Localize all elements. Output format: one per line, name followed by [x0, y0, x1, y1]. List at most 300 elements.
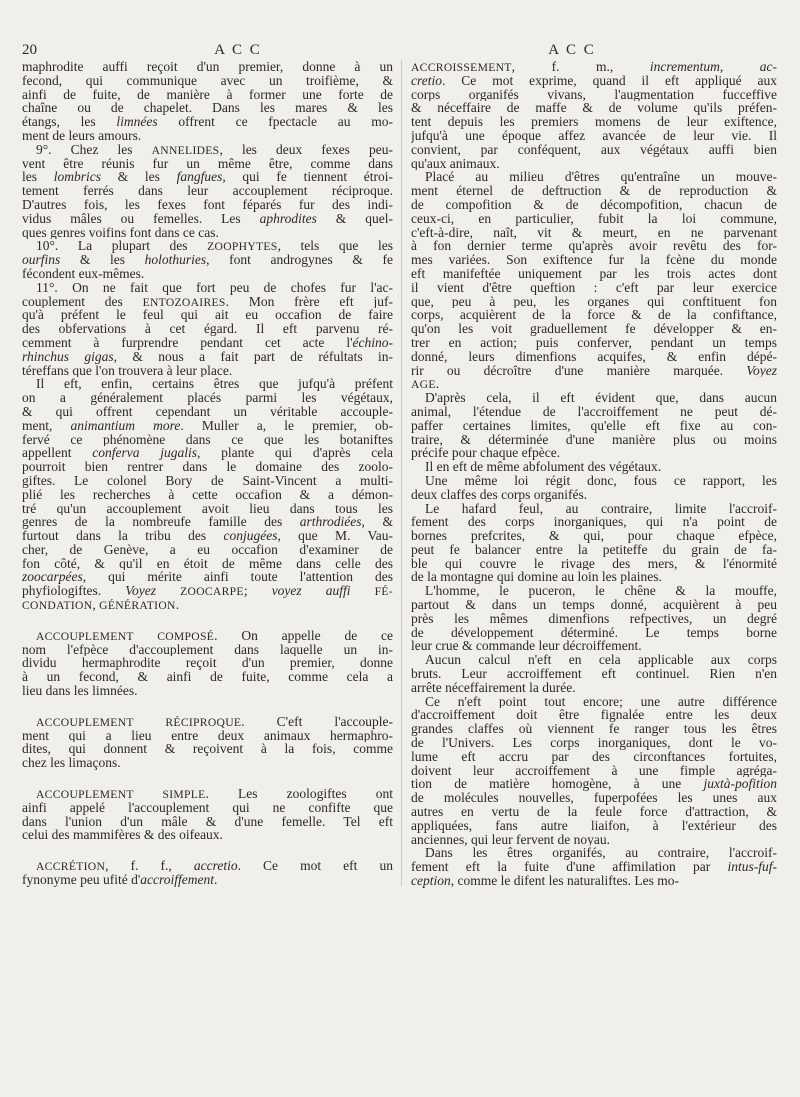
dictionary-entry: [411, 60, 777, 888]
paragraph: [411, 460, 777, 474]
text-line: [411, 764, 777, 778]
text-line: [22, 419, 393, 433]
text-run: , & nous a fait part de réfultats in-: [113, 349, 393, 364]
text-line: [22, 515, 393, 529]
text-run: , f. m.,: [511, 60, 650, 74]
text-line: [22, 570, 393, 584]
small-caps-text: AGE: [411, 378, 436, 392]
text-run: lume eft accru par des circonftances fortuites,: [411, 749, 777, 764]
italic-text: intus-fuf-: [727, 860, 777, 875]
text-run: ainfi appelé l'accouplement qui ne confifte que: [22, 800, 393, 815]
text-line: [411, 253, 777, 267]
text-run: anciennes, qui leur fervent de noyau.: [411, 832, 611, 847]
text-run: & néceffaire de maffe & de volume qu'ils préfen-: [411, 101, 777, 116]
paragraph: [22, 281, 393, 378]
text-run: .: [214, 873, 218, 887]
italic-text: juxtà-pofition: [703, 777, 777, 792]
page-number: 20: [22, 42, 37, 58]
text-line: [411, 60, 777, 74]
text-run: cher, de Genève, a eu occafion d'examiner de: [22, 542, 393, 557]
text-run: rir ou décroître d'une manière marquée.: [411, 363, 747, 378]
paragraph: [411, 846, 777, 887]
text-line: [411, 350, 777, 364]
text-run: de la montagne qui domine au loin les plaines.: [411, 570, 662, 585]
running-head-left: A C C: [214, 42, 262, 58]
text-line: [22, 212, 393, 226]
text-line: [411, 502, 777, 516]
text-line: [22, 529, 393, 543]
italic-text: rhinchus gigas: [22, 349, 114, 364]
text-line: [411, 308, 777, 322]
text-line: [411, 653, 777, 667]
text-run: dividu hermaphrodite reçoit d'un premier, donne: [22, 656, 393, 671]
text-run: chaîne ou de chapelet. Dans les mares & les: [22, 101, 393, 116]
text-run: vidus mâles ou femelles. Les: [22, 211, 260, 226]
text-line: [411, 777, 777, 791]
text-line: [22, 656, 393, 670]
text-line: [411, 474, 777, 488]
italic-text: ac-: [759, 60, 777, 74]
text-line: [22, 557, 393, 571]
text-run: & qui offrent cependant un véritable accouple-: [22, 404, 393, 419]
text-line: [22, 364, 393, 378]
text-run: c'eft-à-dire, naît, vit & meurt, en ne parvenant: [411, 225, 777, 240]
text-run: paffer certaines limites, qu'elle eft fixe au con-: [411, 418, 777, 433]
dictionary-entry: [22, 60, 393, 612]
small-caps-text: CONDATION: [22, 599, 93, 612]
text-line: [22, 873, 393, 887]
text-run: arrête néceffairement la durée.: [411, 680, 576, 695]
text-run: leur crue & commande leur décroiffement.: [411, 639, 642, 654]
text-run: .: [175, 598, 180, 612]
italic-text: voyez auffi: [271, 584, 351, 599]
paragraph: [22, 60, 393, 143]
paragraph: [22, 629, 393, 698]
text-run: celui des mammifères & des oifeaux.: [22, 828, 223, 843]
text-run: Aucun calcul n'eft en cela applicable aux corps: [425, 653, 777, 668]
text-line: [411, 708, 777, 722]
text-line: [411, 364, 777, 378]
text-run: animal, l'étendue de l'accroiffement ne peut dé-: [411, 404, 777, 419]
paragraph: [411, 584, 777, 653]
dictionary-entry: [22, 787, 393, 842]
text-run: à un fecond, & ainfi de fuite, comme cela a: [22, 670, 393, 685]
text-line: [22, 815, 393, 829]
text-run: L'homme, le puceron, le chêne & la mouffe,: [425, 584, 777, 599]
text-line: [22, 488, 393, 502]
paragraph: [411, 653, 777, 694]
text-run: . Ce mot exprime, quand il eft appliqué aux: [442, 73, 777, 88]
text-line: [22, 308, 393, 322]
text-line: [22, 170, 393, 184]
text-line: [22, 281, 393, 295]
text-run: précife pour chaque efpèce.: [411, 446, 561, 461]
text-line: [22, 543, 393, 557]
text-line: [22, 629, 393, 643]
text-run: deux claffes des corps organifés.: [411, 487, 588, 502]
text-run: fecond, qui communique avec un troifième, &: [22, 73, 393, 88]
text-run: téreffans que l'on trouvera à leur place.: [22, 363, 233, 378]
text-line: [411, 460, 777, 474]
text-run: ainfi de fuite, de manière à former une forte de: [22, 87, 393, 102]
text-run: D'après cela, il eft évident que, dans aucun: [425, 391, 777, 405]
text-run: 10°. La plupart des: [36, 239, 208, 254]
text-run: giftes. Le colonel Bory de Saint-Vincent a multi-: [22, 473, 393, 488]
small-caps-text: ENTOZOAIRES: [142, 295, 226, 309]
text-run: D'autres fois, les fexes font féparés fur des indi-: [22, 197, 393, 212]
italic-text: aphrodites: [259, 211, 317, 226]
text-run: fement des corps inorganiques, qui n'a point de: [411, 515, 777, 530]
text-run: traire, & déterminée d'une manière plus ou moins: [411, 432, 777, 447]
text-run: cemment à furprendre pendant cet acte l': [22, 335, 353, 350]
text-run: vent être réunis fur un même être, comme dans: [22, 156, 393, 171]
italic-text: échino-: [352, 335, 393, 350]
text-run: dans l'union d'un mâle & d'une femelle. Tel eft: [22, 814, 393, 829]
text-run: Dans les êtres organifés, au contraire, l'accroif-: [425, 846, 777, 861]
text-line: [22, 226, 393, 240]
text-line: [22, 239, 393, 253]
text-run: fécondent eux-mêmes.: [22, 266, 145, 281]
text-run: Placé au milieu d'êtres qu'entraîne un mouve-: [425, 170, 777, 185]
text-line: [22, 715, 393, 729]
text-line: [22, 101, 393, 115]
text-run: , comme le difent les naturaliftes. Les mo-: [450, 874, 680, 888]
text-line: [411, 750, 777, 764]
text-run: Il en eft de même abfolument des végétaux.: [425, 460, 662, 474]
paragraph: [411, 502, 777, 585]
text-line: [411, 433, 777, 447]
text-line: [22, 502, 393, 516]
text-run: , &: [361, 515, 393, 530]
text-line: [411, 805, 777, 819]
text-run: . Les zoologiftes ont: [205, 787, 393, 801]
text-run: .: [435, 377, 440, 392]
text-run: ques genres voifins font dans ce cas.: [22, 225, 219, 240]
text-run: tion de matière homogène, à une: [411, 777, 704, 792]
text-run: . Muller a, le premier, ob-: [180, 418, 393, 433]
paragraph: [22, 715, 393, 770]
text-run: bruts. Leur accroiffement eft continuel. Rien n'en: [411, 667, 777, 681]
text-run: , les deux fexes peu-: [219, 142, 393, 157]
text-run: jufqu'à une époque affez avancée de leur vie. Il: [411, 128, 777, 143]
text-run: trer en action; puis conferver, pendant un temps: [411, 335, 777, 350]
text-line: [411, 860, 777, 874]
text-line: [22, 74, 393, 88]
text-line: [411, 377, 777, 391]
text-line: [22, 729, 393, 743]
text-run: tent depuis les premiers momens de leur exiftence,: [411, 115, 777, 129]
text-line: [411, 695, 777, 709]
text-line: [411, 515, 777, 529]
small-caps-text: ACCOUPLEMENT SIMPLE: [36, 788, 206, 801]
dictionary-entry: [22, 629, 393, 698]
italic-text: incrementum: [649, 60, 720, 74]
paragraph: [411, 391, 777, 460]
text-run: fement eft la fuite d'une affimilation par: [411, 860, 728, 875]
text-run: , que M. Vau-: [277, 529, 393, 543]
text-run: ment de leurs amours.: [22, 128, 142, 143]
text-line: [411, 543, 777, 557]
text-line: [22, 433, 393, 447]
text-line: [22, 267, 393, 281]
text-run: tré qu'un accouplement avoit lieu dans tous les: [22, 501, 393, 516]
text-line: [22, 405, 393, 419]
italic-text: cretio: [411, 73, 442, 88]
text-line: [22, 756, 393, 770]
small-caps-text: ACCOUPLEMENT COMPOSÉ: [36, 629, 215, 643]
text-run: . C'eft l'accouple-: [241, 714, 393, 729]
paragraph: [411, 474, 777, 502]
text-run: ment qui a lieu entre deux animaux hermaphro-: [22, 728, 393, 743]
text-run: qu'on les voit graduellement fe développer & en-: [411, 322, 777, 336]
paragraph: [22, 143, 393, 240]
text-run: offrent ce fpectacle au mo-: [157, 115, 393, 129]
italic-text: animantium more: [70, 418, 181, 433]
text-run: convient, par conféquent, aux végétaux auffi bien: [411, 142, 777, 157]
text-run: d'accroiffement doit être fignalée entre les deux: [411, 708, 777, 723]
text-line: [22, 643, 393, 657]
text-run: , plante qui d'après cela: [196, 446, 393, 461]
text-line: [411, 88, 777, 102]
italic-text: fangfues: [176, 170, 223, 185]
text-line: [411, 336, 777, 350]
dictionary-entry: [22, 715, 393, 770]
small-caps-text: ACCOUPLEMENT RÉCIPROQUE: [36, 715, 242, 729]
text-run: ,: [92, 598, 100, 612]
text-line: [411, 833, 777, 847]
text-run: maphrodite auffi reçoit d'un premier, donne à un: [22, 60, 393, 74]
text-line: [411, 184, 777, 198]
paragraph: [22, 239, 393, 280]
text-run: de l'Univers. Les corps inorganiques, dont le vo-: [411, 736, 777, 750]
text-line: [411, 791, 777, 805]
text-line: [22, 88, 393, 102]
text-run: ment éternel de deftruction & de reproduction &: [411, 184, 777, 198]
text-run: de molécules nouvelles, fuperpofées les unes aux: [411, 791, 777, 806]
text-run: fon côté, & qu'il en étoit de même dans celle des: [22, 556, 393, 571]
text-run: lieu dans les limnées.: [22, 684, 138, 698]
italic-text: limnées: [116, 115, 158, 129]
text-line: [411, 101, 777, 115]
text-line: [411, 639, 777, 653]
text-run: ;: [243, 584, 272, 599]
text-run: que, peu à peu, les organes qui conftituent fon: [411, 294, 777, 309]
text-run: . Ce mot eft un: [237, 859, 393, 874]
text-line: [411, 667, 777, 681]
text-line: [22, 787, 393, 801]
text-line: [22, 684, 393, 698]
text-run: bornes prefcrites, & qui, pour chaque efpèce,: [411, 529, 777, 543]
text-line: [411, 529, 777, 543]
text-line: [411, 212, 777, 226]
text-line: [22, 377, 393, 391]
text-run: [156, 584, 180, 598]
text-run: corps, acquièrent de la force & de la confiftance,: [411, 308, 777, 323]
text-run: partout & dans un temps donné, acquièrent à peu: [411, 598, 777, 612]
text-line: [22, 143, 393, 157]
text-run: . On appelle de ce: [214, 628, 393, 643]
text-run: nom l'efpèce d'accouplement dans laquelle un in-: [22, 642, 393, 657]
text-line: [411, 446, 777, 460]
text-run: fervé ce phénomène dans ce que les botaniftes: [22, 432, 393, 447]
text-run: peut fe balancer entre la petiteffe du grain de fa-: [411, 542, 777, 557]
text-run: furtout dans la tribu des: [22, 529, 224, 543]
text-run: , tels que les: [277, 239, 393, 254]
text-line: [411, 612, 777, 626]
text-run: de compofition & de décompofition, chacun de: [411, 197, 777, 212]
text-run: doivent leur accroiffement à une fimple agréga-: [411, 763, 777, 778]
text-run: Il eft, enfin, certains êtres que jufqu'à préfent: [36, 377, 393, 392]
text-run: . Mon frère eft juf-: [225, 294, 393, 309]
text-run: & les: [100, 170, 177, 185]
small-caps-text: ACCRÉTION: [36, 860, 106, 874]
text-line: [411, 598, 777, 612]
text-line: [411, 419, 777, 433]
dictionary-entry: [22, 859, 393, 887]
text-line: [22, 584, 393, 598]
text-run: on a généralement placés parmi les végétaux,: [22, 391, 393, 405]
text-line: [22, 460, 393, 474]
small-caps-text: ZOOCARPE: [180, 585, 244, 599]
text-run: corps organifés vivans, l'augmentation fucceffive: [411, 87, 777, 102]
text-run: grandes claffes où viennent fe ranger tous les êtres: [411, 722, 777, 737]
small-caps-text: ZOOPHYTES: [207, 240, 278, 254]
text-run: donné, leurs dimenfions acquifes, & enfin dépé-: [411, 349, 777, 364]
text-run: , qui mérite ainfi toute l'attention des: [82, 570, 393, 585]
small-caps-text: ANNELIDES: [151, 143, 220, 157]
text-line: [22, 115, 393, 129]
italic-text: zoocarpées: [22, 570, 83, 585]
italic-text: accretio: [193, 859, 238, 874]
text-run: Ce n'eft point tout encore; une autre différence: [425, 694, 777, 709]
text-line: [411, 874, 777, 888]
italic-text: ourfins: [22, 253, 61, 267]
text-run: , f. f.,: [105, 859, 194, 874]
text-line: [411, 322, 777, 336]
text-line: [411, 267, 777, 281]
text-line: [22, 336, 393, 350]
text-line: [22, 60, 393, 74]
text-run: tement ferrés dans leur accouplement réciproque.: [22, 184, 393, 198]
text-run: , font androgynes & fe: [206, 253, 393, 267]
text-run: ble qui couvre le rivage des mers, & l'énormité: [411, 556, 777, 571]
small-caps-text: FÉ-: [374, 585, 393, 599]
text-line: [411, 198, 777, 212]
text-line: [22, 295, 393, 309]
italic-text: lombrics: [53, 170, 101, 185]
text-line: [411, 115, 777, 129]
text-line: [22, 350, 393, 364]
text-line: [411, 170, 777, 184]
text-line: [22, 198, 393, 212]
text-run: étangs, les: [22, 115, 117, 129]
text-line: [22, 828, 393, 842]
text-run: , qui fe tiennent étroi-: [222, 170, 393, 185]
text-run: Une même loi régit donc, fous ce rapport, les: [425, 473, 777, 488]
text-run: 9°. Chez les: [36, 142, 152, 157]
text-line: [411, 74, 777, 88]
text-run: autres en vertu de la feule force d'attraction, &: [411, 805, 777, 819]
text-run: à fon dernier terme qu'après avoir revêtu des for-: [411, 239, 777, 254]
text-line: [22, 322, 393, 336]
text-run: & quel-: [316, 211, 393, 226]
text-run: fynonyme peu ufité d': [22, 873, 141, 887]
paragraph: [411, 170, 777, 391]
text-run: Le hafard feul, au contraire, limite l'accroif-: [425, 501, 777, 516]
text-run: qu'à préfent le feul qui ait eu occafion de faire: [22, 308, 393, 323]
text-line: [411, 626, 777, 640]
text-line: [411, 681, 777, 695]
text-run: des obfervations à cet égard. Il eft parvenu ré-: [22, 322, 393, 336]
running-head-right: A C C: [548, 42, 596, 58]
text-line: [22, 598, 393, 612]
text-line: [411, 405, 777, 419]
text-run: plié les recherches à cette occafion & a démon-: [22, 487, 393, 502]
paragraph: [411, 695, 777, 847]
text-line: [22, 253, 393, 267]
text-run: les: [22, 170, 54, 185]
text-line: [411, 157, 777, 171]
text-line: [411, 557, 777, 571]
text-line: [22, 391, 393, 405]
paragraph: [22, 377, 393, 612]
text-run: appellent: [22, 446, 93, 461]
right-column: [411, 60, 777, 888]
italic-text: accroiffement: [140, 873, 215, 887]
text-line: [411, 295, 777, 309]
text-line: [411, 239, 777, 253]
text-run: genres de la nombreufe famille des: [22, 515, 300, 530]
text-line: [411, 281, 777, 295]
text-line: [411, 846, 777, 860]
text-line: [411, 488, 777, 502]
text-run: & les: [60, 253, 145, 267]
text-run: ceux-ci, en particulier, fubit la loi commune,: [411, 211, 777, 226]
text-run: 11°. On ne fait que fort peu de chofes fur l'ac-: [36, 280, 393, 295]
text-run: eft manifeftée uniquement par les trois actes dont: [411, 266, 777, 281]
text-line: [411, 391, 777, 405]
text-run: ment,: [22, 418, 71, 433]
italic-text: holothuries: [144, 253, 207, 267]
text-line: [411, 129, 777, 143]
text-line: [411, 584, 777, 598]
text-run: qu'aux animaux.: [411, 156, 500, 171]
text-line: [411, 819, 777, 833]
text-run: chez les limaçons.: [22, 756, 121, 771]
text-line: [22, 670, 393, 684]
text-run: couplement des: [22, 294, 143, 309]
italic-text: ception: [411, 874, 451, 888]
text-run: dites, qui donnent & reçoivent à la fois, comme: [22, 742, 393, 757]
small-caps-text: ACCROISSEMENT: [411, 61, 512, 74]
text-line: [411, 570, 777, 584]
text-line: [22, 474, 393, 488]
text-line: [22, 157, 393, 171]
text-line: [411, 736, 777, 750]
italic-text: conjugées: [223, 529, 278, 543]
text-run: près les mêmes dimenfions refpectives, un degré: [411, 611, 777, 626]
italic-text: conferva jugalis: [92, 446, 197, 461]
text-line: [411, 143, 777, 157]
italic-text: arthrodiées: [299, 515, 362, 530]
italic-text: Voyez: [746, 363, 777, 378]
text-run: ,: [719, 60, 760, 74]
text-line: [22, 446, 393, 460]
text-line: [411, 722, 777, 736]
paragraph: [22, 859, 393, 887]
text-line: [22, 184, 393, 198]
text-run: phyfiologiftes.: [22, 584, 126, 599]
